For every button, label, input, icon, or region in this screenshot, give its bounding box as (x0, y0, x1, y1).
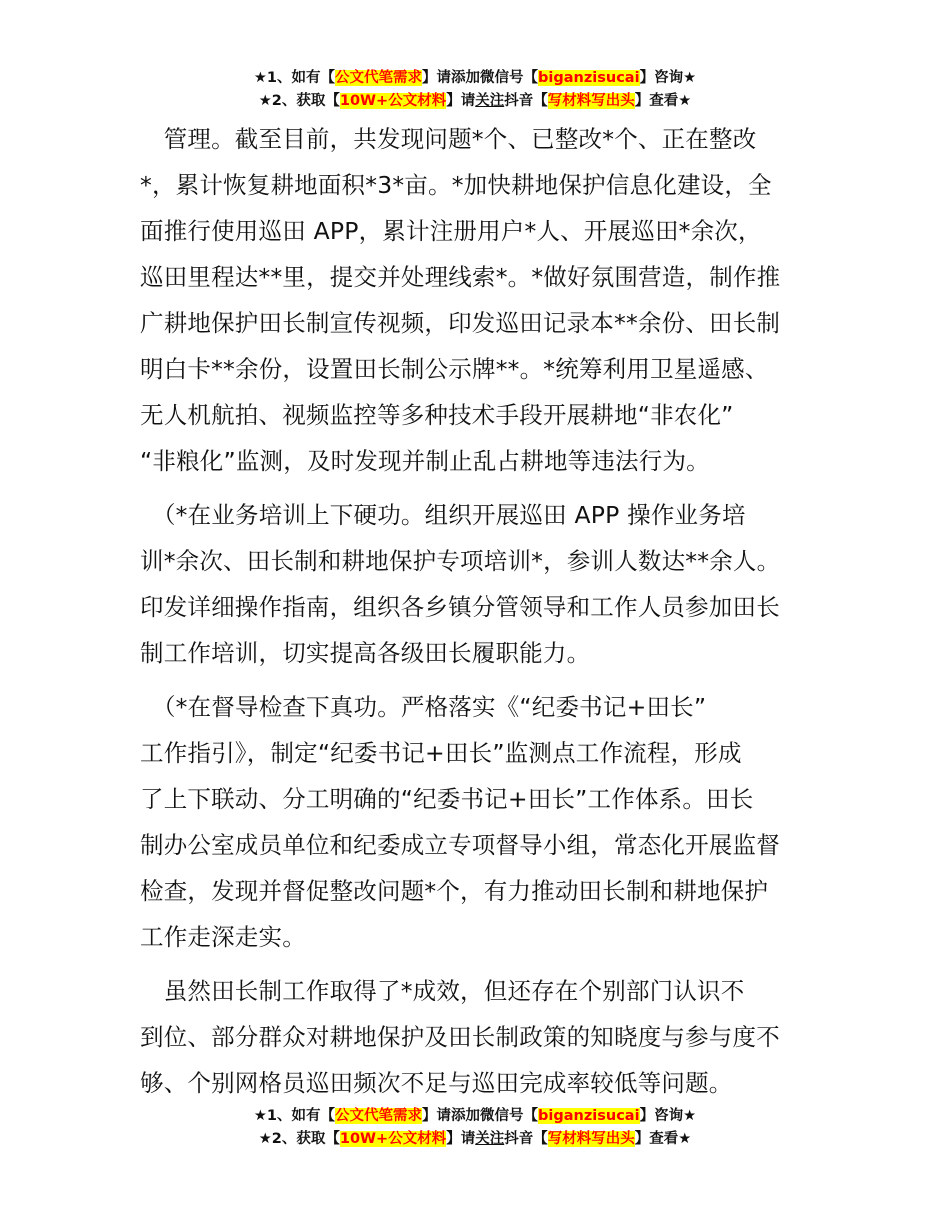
footer-banner (0, 1105, 950, 1151)
highlight-wechat-id: biganzisucai (538, 1108, 640, 1124)
highlight-materials: 10W+公文材料 (339, 93, 447, 109)
banner-line-1: ★1、如有【公文代笔需求】请添加微信号【biganzisucai】咨询★ (253, 70, 697, 86)
text-line: 了上下联动、分工明确的“纪委书记+田长”工作体系。田长 (140, 785, 754, 813)
text-line: 到位、部分群众对耕地保护及田长制政策的知晓度与参与度不 (140, 1023, 780, 1051)
highlight-douyin: 写材料写出头 (547, 1131, 635, 1147)
text-line: （*在业务培训上下硬功。组织开展巡田 APP 操作业务培 (140, 501, 746, 529)
highlight-ghostwriting: 公文代笔需求 (335, 1108, 423, 1124)
paragraph-3 (140, 684, 812, 960)
text-line: 工作走深走实。 (140, 923, 306, 951)
text-line: （*在督导检查下真功。严格落实《“纪委书记+田长” (140, 693, 707, 721)
highlight-materials: 10W+公文材料 (339, 1131, 447, 1147)
text-line: 广耕地保护田长制宣传视频，印发巡田记录本**余份、田长制 (140, 309, 781, 337)
text-line: 明白卡**余份，设置田长制公示牌**。*统筹利用卫星遥感、 (140, 355, 769, 383)
paragraph-2 (140, 492, 812, 676)
text-line: “非粮化”监测，及时发现并制止乱占耕地等违法行为。 (140, 447, 710, 475)
document-body (140, 116, 812, 1106)
text-line: 巡田里程达**里，提交并处理线索*。*做好氛围营造，制作推 (140, 263, 781, 291)
banner-line-2: ★2、获取【10W+公文材料】请关注抖音【写材料写出头】查看★ (258, 1131, 692, 1147)
text-line: *，累计恢复耕地面积*3*亩。*加快耕地保护信息化建设，全 (140, 171, 772, 199)
header-banner (0, 67, 950, 113)
paragraph-1 (140, 116, 812, 484)
text-line: 面推行使用巡田 APP，累计注册用户*人、开展巡田*余次， (140, 217, 762, 245)
highlight-wechat-id: biganzisucai (538, 70, 640, 86)
text-line: 够、个别网格员巡田频次不足与巡田完成率较低等问题。 (140, 1069, 733, 1097)
text-line: 检查，发现并督促整改问题*个，有力推动田长制和耕地保护 (140, 877, 769, 905)
banner-line-2: ★2、获取【10W+公文材料】请关注抖音【写材料写出头】查看★ (258, 93, 692, 109)
text-line: 虽然田长制工作取得了*成效，但还存在个别部门认识不 (140, 977, 745, 1005)
text-line: 制工作培训，切实提高各级田长履职能力。 (140, 639, 591, 667)
text-line: 工作指引》，制定“纪委书记+田长”监测点工作流程，形成 (140, 739, 742, 767)
text-line: 印发详细操作指南，组织各乡镇分管领导和工作人员参加田长 (140, 593, 780, 621)
text-line: 训*余次、田长制和耕地保护专项培训*，参训人数达**余人。 (140, 547, 781, 575)
text-line: 无人机航拍、视频监控等多种技术手段开展耕地“非农化” (140, 401, 734, 429)
highlight-ghostwriting: 公文代笔需求 (335, 70, 423, 86)
highlight-douyin: 写材料写出头 (547, 93, 635, 109)
text-line: 管理。截至目前，共发现问题*个、已整改*个、正在整改 (140, 125, 757, 153)
text-line: 制办公室成员单位和纪委成立专项督导小组，常态化开展监督 (140, 831, 780, 859)
banner-line-1: ★1、如有【公文代笔需求】请添加微信号【biganzisucai】咨询★ (253, 1108, 697, 1124)
paragraph-4 (140, 968, 812, 1106)
